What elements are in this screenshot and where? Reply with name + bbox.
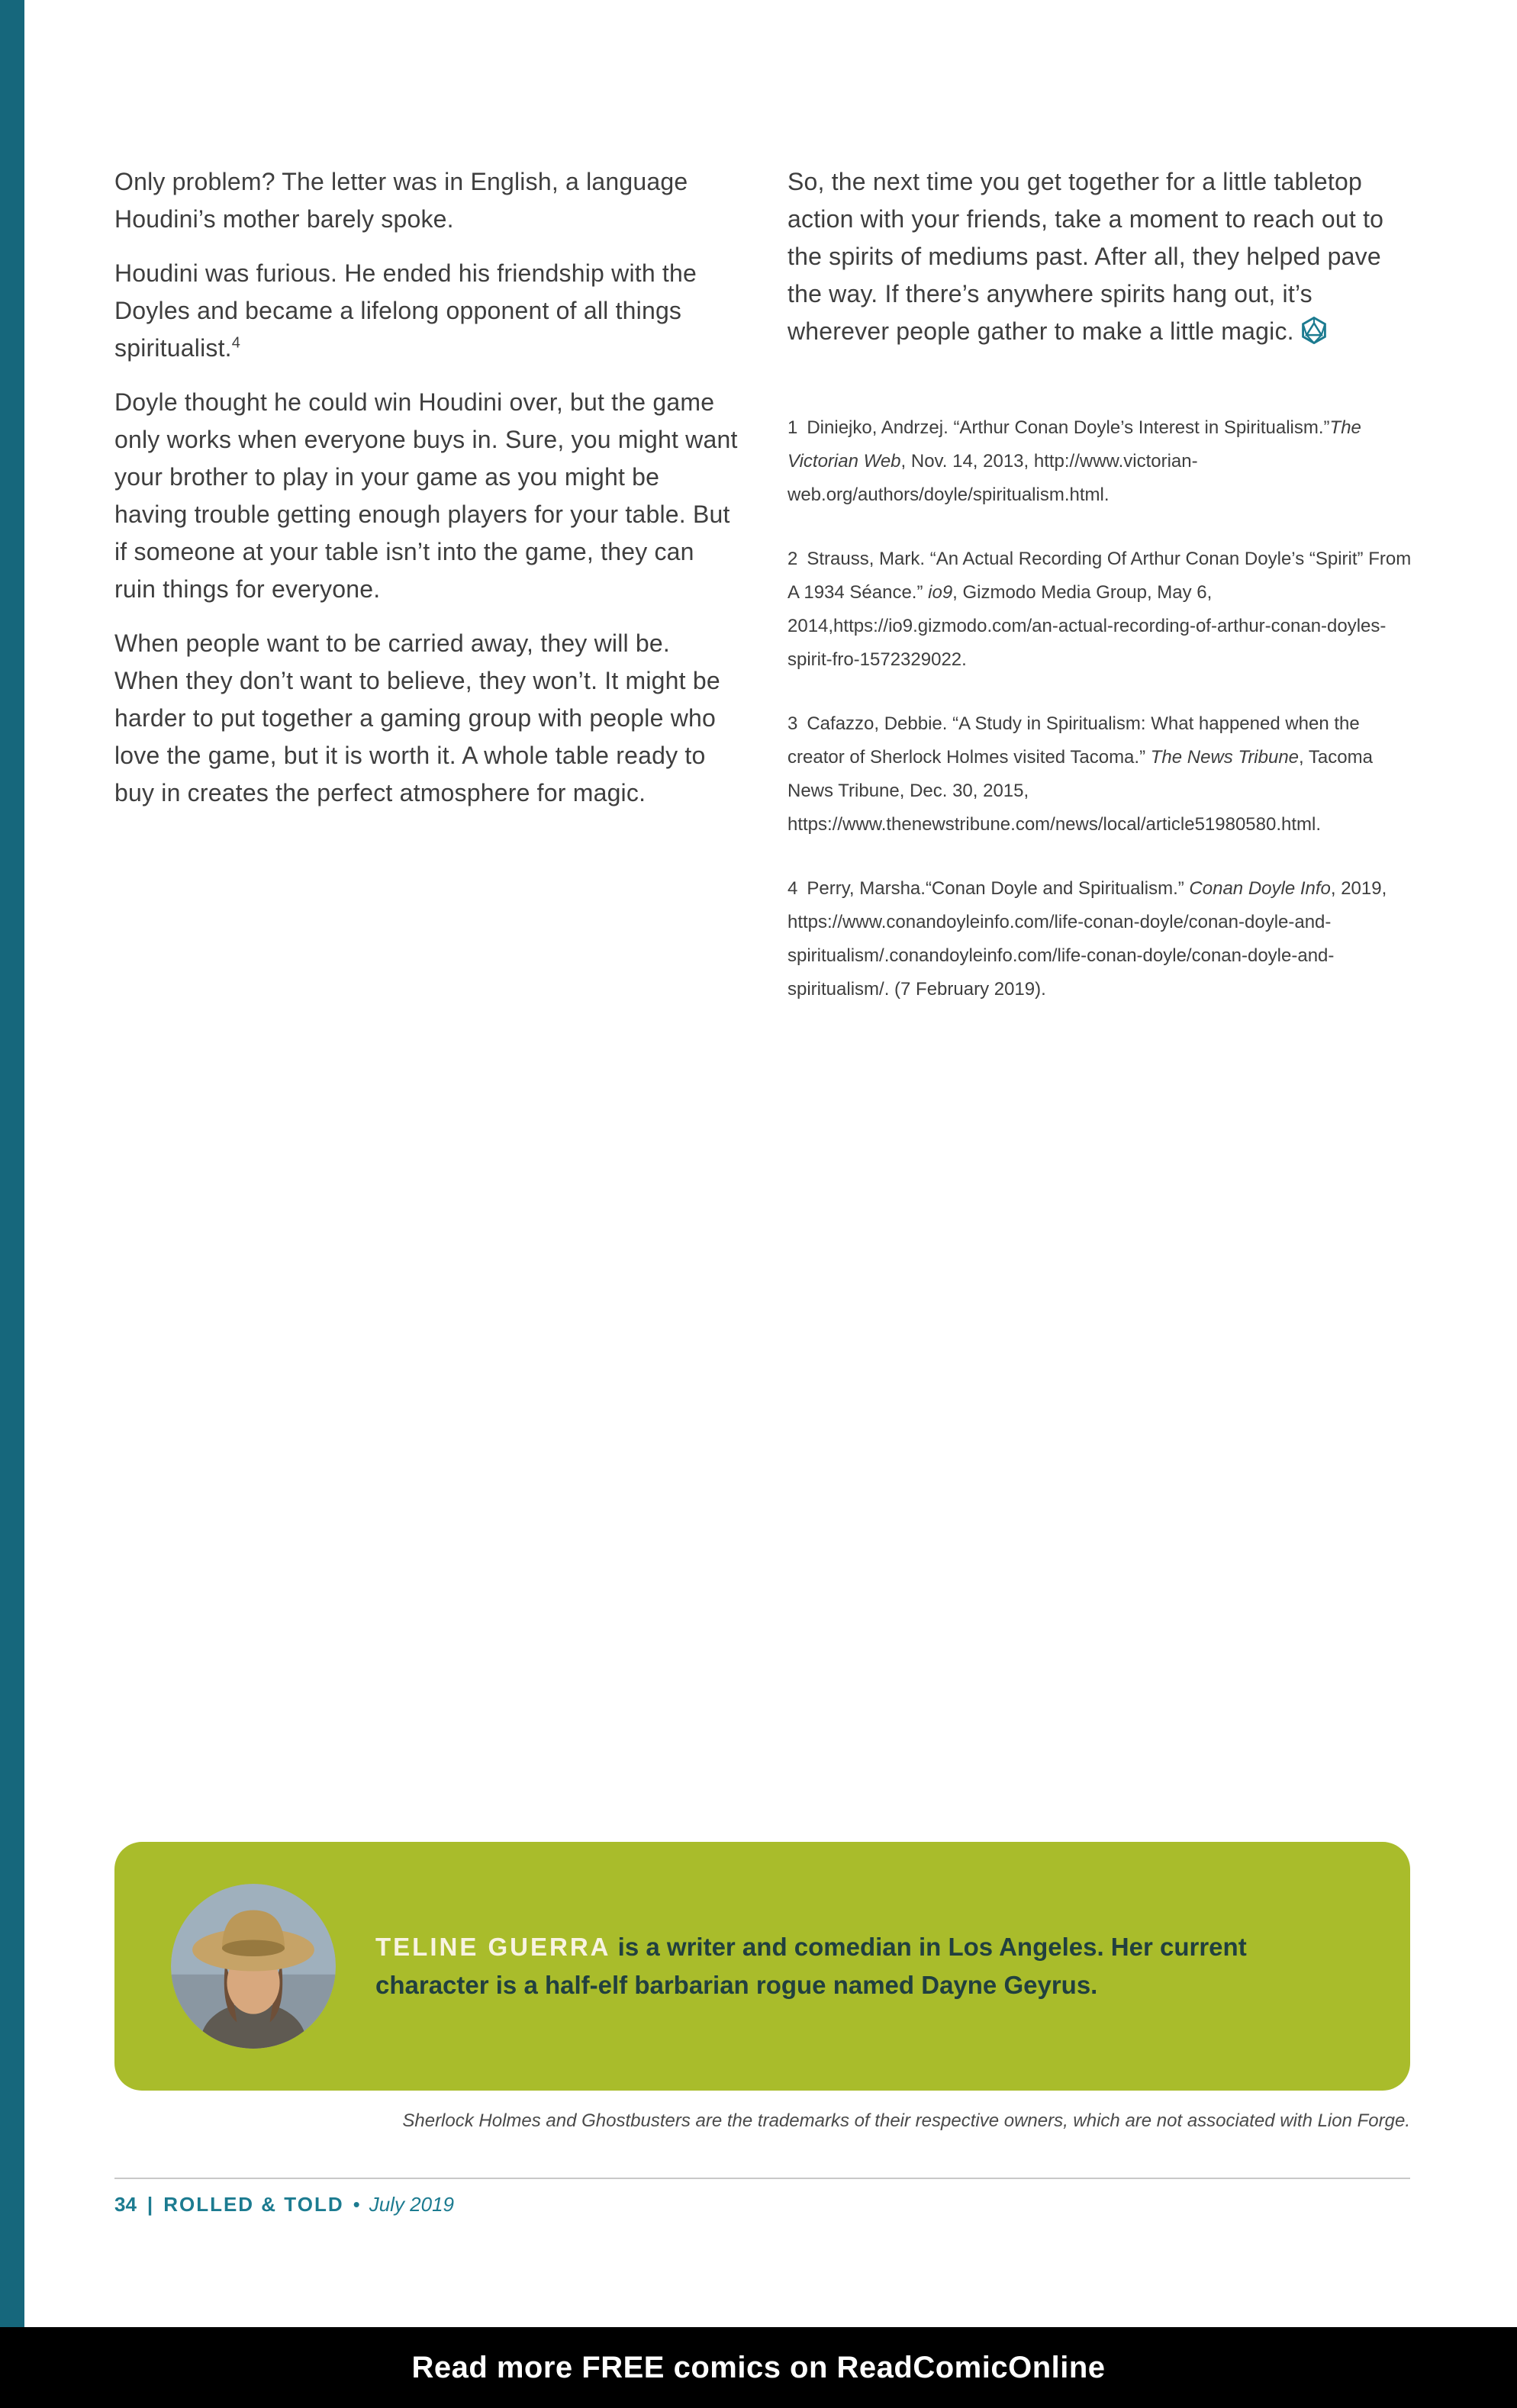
author-bio-card [114, 1842, 1410, 2091]
readcomiconline-banner[interactable] [0, 2327, 1517, 2408]
footnote-source-title: The News Tribune [1150, 747, 1300, 768]
footnote-3 [787, 707, 1412, 842]
issue-date: July 2019 [369, 2193, 455, 2216]
footnote-text: 2 Strauss, Mark. “An Actual Recording Of Arthur Conan Doyle’s “Spirit” From A 1934 Séance.” [787, 549, 1412, 603]
footnote-2 [787, 542, 1412, 677]
footnote-text: , Nov. 14, 2013, http://www.victorian-web.org/authors/doyle/spiritualism.html. [787, 451, 1198, 505]
footer-bullet: • [353, 2193, 360, 2216]
left-column [114, 163, 739, 1037]
footnote-text: 1 Diniejko, Andrzej. “Arthur Conan Doyle’s Interest in Spiritualism.” [787, 417, 1330, 438]
left-edge-stripe [0, 0, 24, 2408]
author-name: TELINE GUERRA [375, 1933, 611, 1961]
author-bio-text [375, 1928, 1355, 2004]
paragraph-text: So, the next time you get together for a little tabletop action with your friends, take a moment to reach out to the spirits of mediums past. After all, they helped pave the way. If there’s anywhere spirits hang out, it’s wherever people gather to make a little magic. [787, 168, 1384, 345]
body-paragraph [114, 255, 739, 367]
magazine-title: ROLLED & TOLD [163, 2193, 344, 2216]
body-paragraph: Only problem? The letter was in English, a language Houdini’s mother barely spoke. [114, 168, 688, 233]
footnote-text: , Tacoma News Tribune, Dec. 30, 2015, https://www.thenewstribune.com/news/local/article51980580.html. [787, 747, 1373, 835]
footnote-1 [787, 411, 1412, 512]
footnote-4 [787, 872, 1412, 1006]
footnotes-list [787, 411, 1412, 1006]
author-photo-icon [171, 1884, 336, 2049]
d20-icon [1300, 317, 1328, 344]
footnote-text: 3 Cafazzo, Debbie. “A Study in Spiritualism: What happened when the creator of Sherlock Holmes visited Tacoma.” [787, 713, 1360, 768]
avatar [171, 1884, 336, 2049]
closing-paragraph [787, 163, 1412, 350]
article-columns [114, 163, 1412, 1037]
footer-divider [114, 2178, 1410, 2179]
trademark-disclaimer: Sherlock Holmes and Ghostbusters are the trademarks of their respective owners, which are not associated with Lion Forge. [402, 2110, 1410, 2131]
right-column [787, 163, 1412, 1037]
footnote-text: , Gizmodo Media Group, May 6, 2014,https://io9.gizmodo.com/an-actual-recording-of-arthur-conan-doyles-spirit-fro-1572329022. [787, 582, 1387, 670]
body-paragraph: When people want to be carried away, they will be. When they don’t want to believe, they won’t. It might be harder to put together a gaming group with people who love the game, but it is worth it. A whole table ready to buy in creates the perfect atmosphere for magic. [114, 629, 720, 806]
page-number: 34 [114, 2193, 137, 2216]
footnote-reference: 4 [231, 334, 241, 352]
footnote-text: , 2019, https://www.conandoyleinfo.com/life-conan-doyle/conan-doyle-and-spiritualism/.conandoyleinfo.com/life-conan-doyle/conan-doyle-and-spiritualism/. (7 February 2019). [787, 878, 1387, 1000]
author-bio-body: is a writer and comedian in Los Angeles. Her current character is a half-elf barbarian rogue named Dayne Geyrus. [375, 1933, 1247, 1999]
paragraph-text: Houdini was furious. He ended his friendship with the Doyles and became a lifelong opponent of all things spiritualist. [114, 259, 697, 362]
body-paragraph: Doyle thought he could win Houdini over, but the game only works when everyone buys in. Sure, you might want your brother to play in your game as you might be having trouble getting enough players for your table. But if someone at your table isn’t into the game, they can ruin things for everyone. [114, 388, 738, 603]
footnote-source-title: io9 [928, 582, 953, 603]
footnote-source-title: Conan Doyle Info [1189, 878, 1331, 899]
page-footer [114, 2193, 454, 2216]
footnote-source-title: The Victorian Web [787, 417, 1361, 472]
footnote-text: 4 Perry, Marsha.“Conan Doyle and Spiritualism.” [787, 878, 1190, 899]
banner-text: Read more FREE comics on ReadComicOnline [411, 2350, 1106, 2384]
footer-separator: | [147, 2193, 153, 2216]
